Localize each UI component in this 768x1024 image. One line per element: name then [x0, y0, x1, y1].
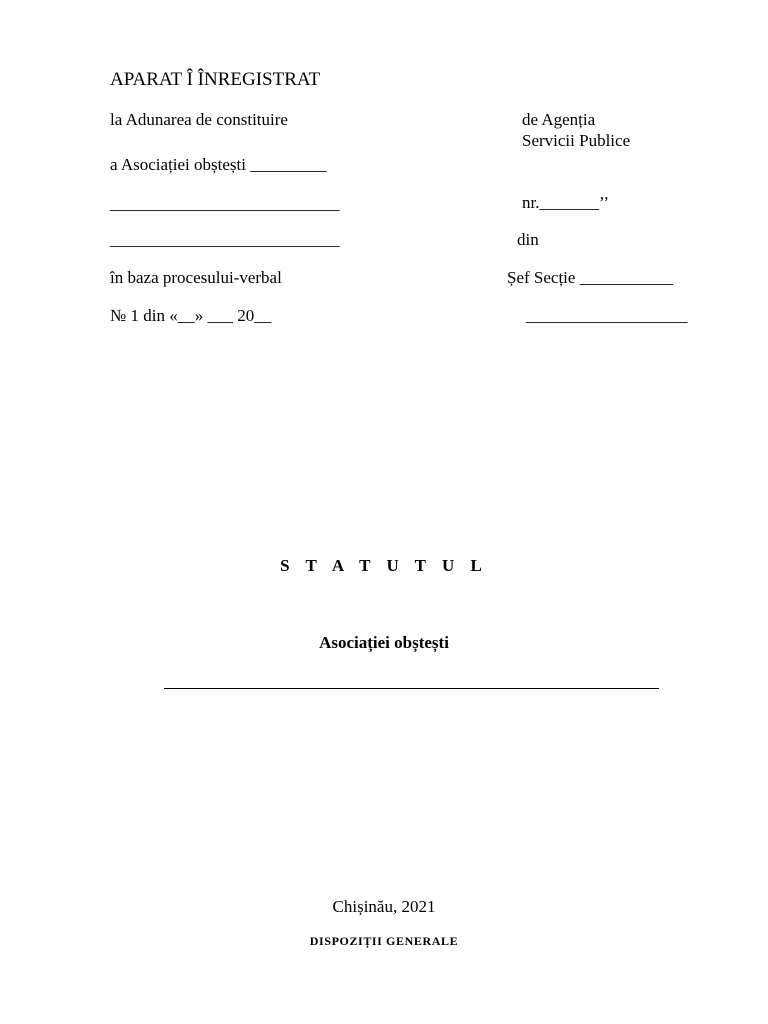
left-line-association: a Asociației obștești _________: [110, 155, 327, 174]
right-line-number: nr._______’’: [522, 193, 610, 212]
right-line-section-head: Șef Secție ___________: [507, 268, 674, 287]
right-line-public-services: Servicii Publice: [522, 131, 631, 150]
left-line-blank-1: ___________________________: [110, 194, 340, 213]
right-line-agency: de Agenția: [522, 110, 596, 129]
right-line-signature: ___________________: [526, 306, 688, 325]
section-heading: DISPOZIȚII GENERALE: [309, 934, 459, 948]
left-line-constituent-assembly: la Adunarea de constituire: [110, 110, 288, 129]
document-title: S T A T U T U L: [280, 556, 488, 575]
left-line-blank-2: ___________________________: [110, 230, 340, 249]
right-line-date: din: [517, 230, 539, 249]
city-year: Chișinău, 2021: [332, 897, 436, 916]
document-subtitle: Asociației obștești: [319, 633, 449, 652]
registration-title: APARAT Î ÎNREGISTRAT: [110, 69, 321, 90]
association-name-blank: [164, 688, 659, 689]
left-line-minutes-number: № 1 din «__» ___ 20__: [110, 306, 272, 325]
left-line-minutes: în baza procesului-verbal: [110, 268, 282, 287]
